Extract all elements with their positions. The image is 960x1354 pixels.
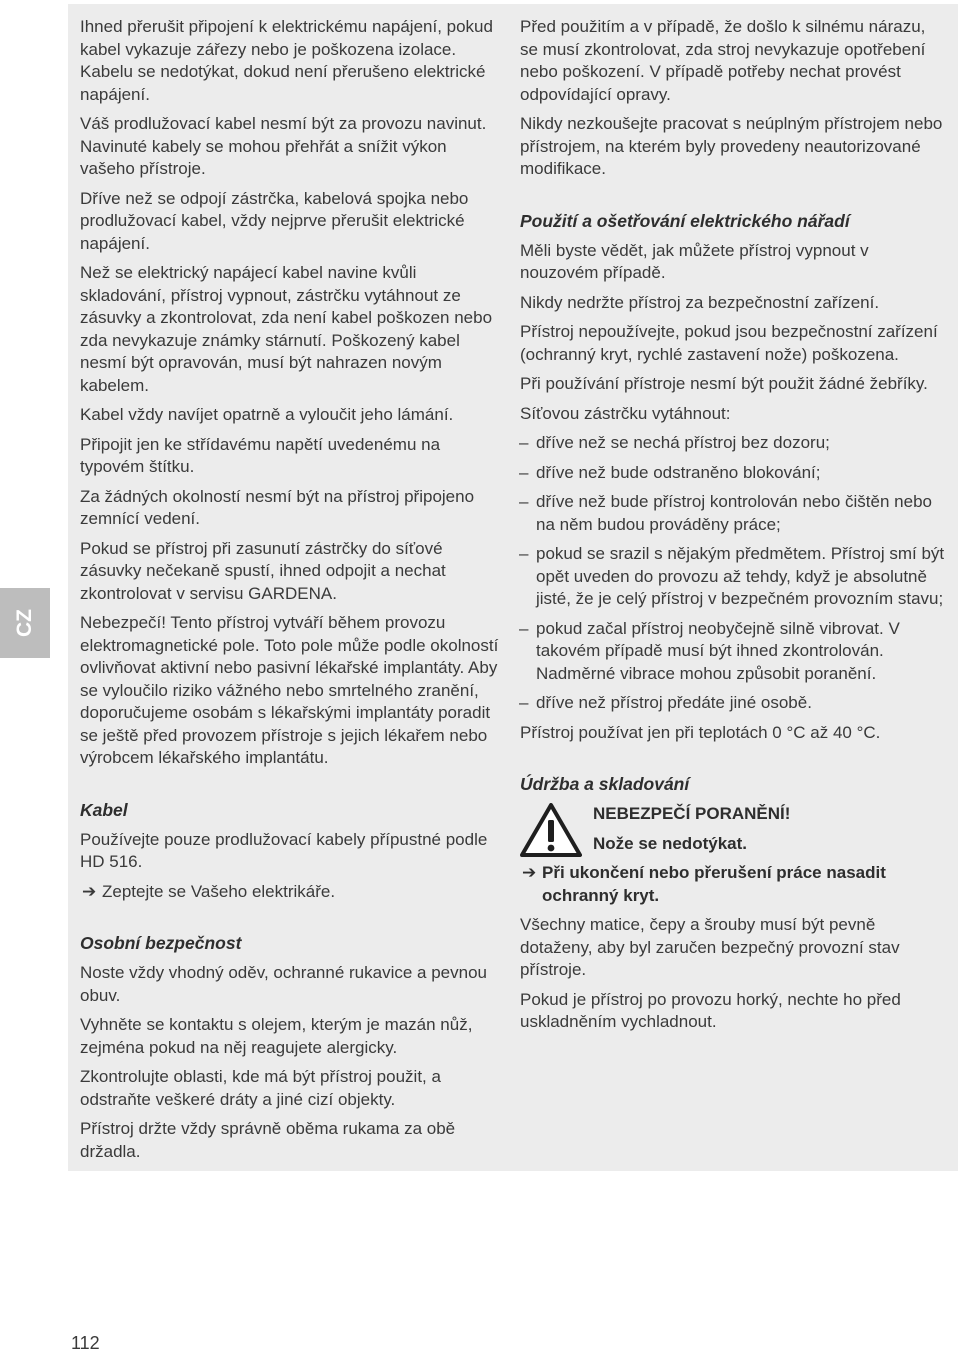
dash-marker: – (519, 618, 529, 638)
language-tab-label: CZ (13, 609, 36, 637)
paragraph: Váš prodlužovací kabel nesmí být za provozu navinut. Navinuté kabely se mohou přehřát a snížit výkon vašeho přístroje. (80, 114, 487, 178)
instruction-text: Zeptejte se Vašeho elektrikáře. (102, 881, 336, 901)
paragraph: Kabel vždy navíjet opatrně a vyloučit jeho lámání. (80, 405, 454, 424)
paragraph: Používejte pouze prodlužovací kabely přípustné podle HD 516. (80, 829, 488, 871)
instruction-item (80, 881, 504, 904)
instruction-text: Při ukončení nebo přerušení práce nasadit ochranný kryt. (542, 863, 886, 905)
list-item (520, 692, 948, 715)
paragraph: Nikdy nedržte přístroj za bezpečnostní zařízení. (520, 292, 880, 312)
paragraph: Vyhněte se kontaktu s olejem, kterým je mazán nůž, zejména pokud na něj reagujete alergicky. (80, 1015, 473, 1057)
warning-text: Nože se nedotýkat. (593, 833, 747, 853)
section-heading-udrzba: Údržba a skladování (520, 774, 690, 794)
warning-block (520, 803, 948, 855)
paragraph: Všechny matice, čepy a šrouby musí být pevně dotaženy, aby byl zaručen bezpečný provozní stav přístroje. (520, 915, 900, 979)
right-column (520, 16, 948, 1041)
list-item (520, 543, 948, 611)
paragraph: Přístroj nepoužívejte, pokud jsou bezpečnostní zařízení (ochranný kryt, rychlé zastavení nože) poškozena. (520, 322, 938, 364)
list-item-text: pokud se srazil s nějakým předmětem. Přístroj smí být opět uveden do provozu až tehdy, když je absolutně jisté, že je celý přístroj v bezpečném provozním stavu; (536, 544, 945, 608)
paragraph: Ihned přerušit připojení k elektrickému napájení, pokud kabel vykazuje zářezy nebo je poškozena izolace. Kabelu se nedotýkat, dokud není přerušeno elektrické napájení. (80, 17, 493, 104)
left-column (80, 16, 504, 1170)
list-item-text: dříve než bude přístroj kontrolován nebo čištěn nebo na něm budou prováděny práce; (536, 492, 932, 534)
warning-title: NEBEZPEČÍ PORANĚNÍ! (593, 804, 791, 823)
dash-marker: – (519, 433, 529, 452)
paragraph: Při používání přístroje nesmí být použit žádné žebříky. (520, 374, 928, 393)
paragraph: Pokud je přístroj po provozu horký, nechte ho před uskladněním vychladnout. (520, 989, 901, 1031)
paragraph: Před použitím a v případě, že došlo k silnému nárazu, se musí zkontrolovat, zda stroj nevykazuje opotřebení nebo poškození. V případě potřeby nechat provést odpovídající opravy. (520, 17, 926, 104)
section-heading-kabel: Kabel (80, 799, 128, 820)
dash-marker: – (519, 544, 529, 563)
content-panel (68, 4, 958, 1171)
paragraph: Připojit jen ke střídavému napětí uvedenému na typovém štítku. (80, 434, 441, 476)
paragraph: Noste vždy vhodný oděv, ochranné rukavice a pevnou obuv. (80, 963, 487, 1005)
instruction-item (520, 862, 948, 907)
paragraph: Nikdy nezkoušejte pracovat s neúplným přístrojem nebo přístrojem, na kterém byly provedeny neautorizované modifikace. (520, 114, 943, 178)
list-item-text: dříve než se nechá přístroj bez dozoru; (536, 433, 830, 452)
warning-triangle-icon (520, 803, 582, 857)
dash-marker: – (519, 462, 529, 482)
list-item (520, 618, 948, 686)
arrow-icon: ➔ (82, 881, 97, 901)
list-item (520, 432, 948, 455)
paragraph: Přístroj držte vždy správně oběma rukama za obě držadla. (80, 1119, 456, 1161)
paragraph: Než se elektrický napájecí kabel navine kvůli skladování, přístroj vypnout, zástrčku vytáhnout ze zásuvky a zkontrolovat, zda není kabel poškozen nebo zda nevykazuje známky stárnutí. Poškozený kabel nesmí být opravován, musí být nahrazen novým kabelem. (80, 263, 493, 395)
list-item (520, 462, 948, 485)
arrow-icon: ➔ (522, 863, 537, 882)
page-number: 112 (71, 1333, 100, 1353)
list-item-text: pokud začal přístroj neobyčejně silně vibrovat. V takovém případě musí být ihned zkontrolován. Nadměrné vibrace mohou způsobit poranění. (536, 618, 900, 683)
paragraph: Zkontrolujte oblasti, kde má být přístroj použit, a odstraňte veškeré dráty a jiné cizí objekty. (80, 1067, 441, 1109)
paragraph: Měli byste vědět, jak můžete přístroj vypnout v nouzovém případě. (520, 240, 869, 282)
dash-marker: – (519, 492, 529, 511)
list-item-text: dříve než přístroj předáte jiné osobě. (536, 693, 812, 712)
section-heading-pouziti: Použití a ošetřování elektrického nářadí (520, 210, 850, 231)
paragraph: Za žádných okolností nesmí být na přístroj připojeno zemnící vedení. (80, 486, 475, 528)
language-tab (0, 588, 50, 658)
dash-marker: – (519, 693, 529, 712)
paragraph: Síťovou zástrčku vytáhnout: (520, 403, 731, 423)
paragraph: Pokud se přístroj při zasunutí zástrčky do síťové zásuvky nečekaně spustí, ihned odpojit a nechat zkontrolovat v servisu GARDENA. (80, 538, 446, 603)
paragraph: Dříve než se odpojí zástrčka, kabelová spojka nebo prodlužovací kabel, vždy nejprve přerušit elektrické napájení. (80, 188, 469, 253)
list-item (520, 491, 948, 536)
section-heading-osobni-bezpecnost: Osobní bezpečnost (80, 933, 242, 953)
paragraph: Nebezpečí! Tento přístroj vytváří během provozu elektromagnetické pole. Toto pole může podle okolností ovlivňovat aktivní nebo pasivní lékařské implantáty. Aby se vyloučilo riziko vážného nebo smrtelného zranění, doporučujeme osobám s lékařskými implantáty poradit se ještě před provozem přístroje s jejich lékařem nebo výrobcem lékařského implantátu. (80, 613, 499, 767)
paragraph: Přístroj používat jen při teplotách 0 °C až 40 °C. (520, 722, 881, 742)
list-item-text: dříve než bude odstraněno blokování; (536, 462, 821, 482)
